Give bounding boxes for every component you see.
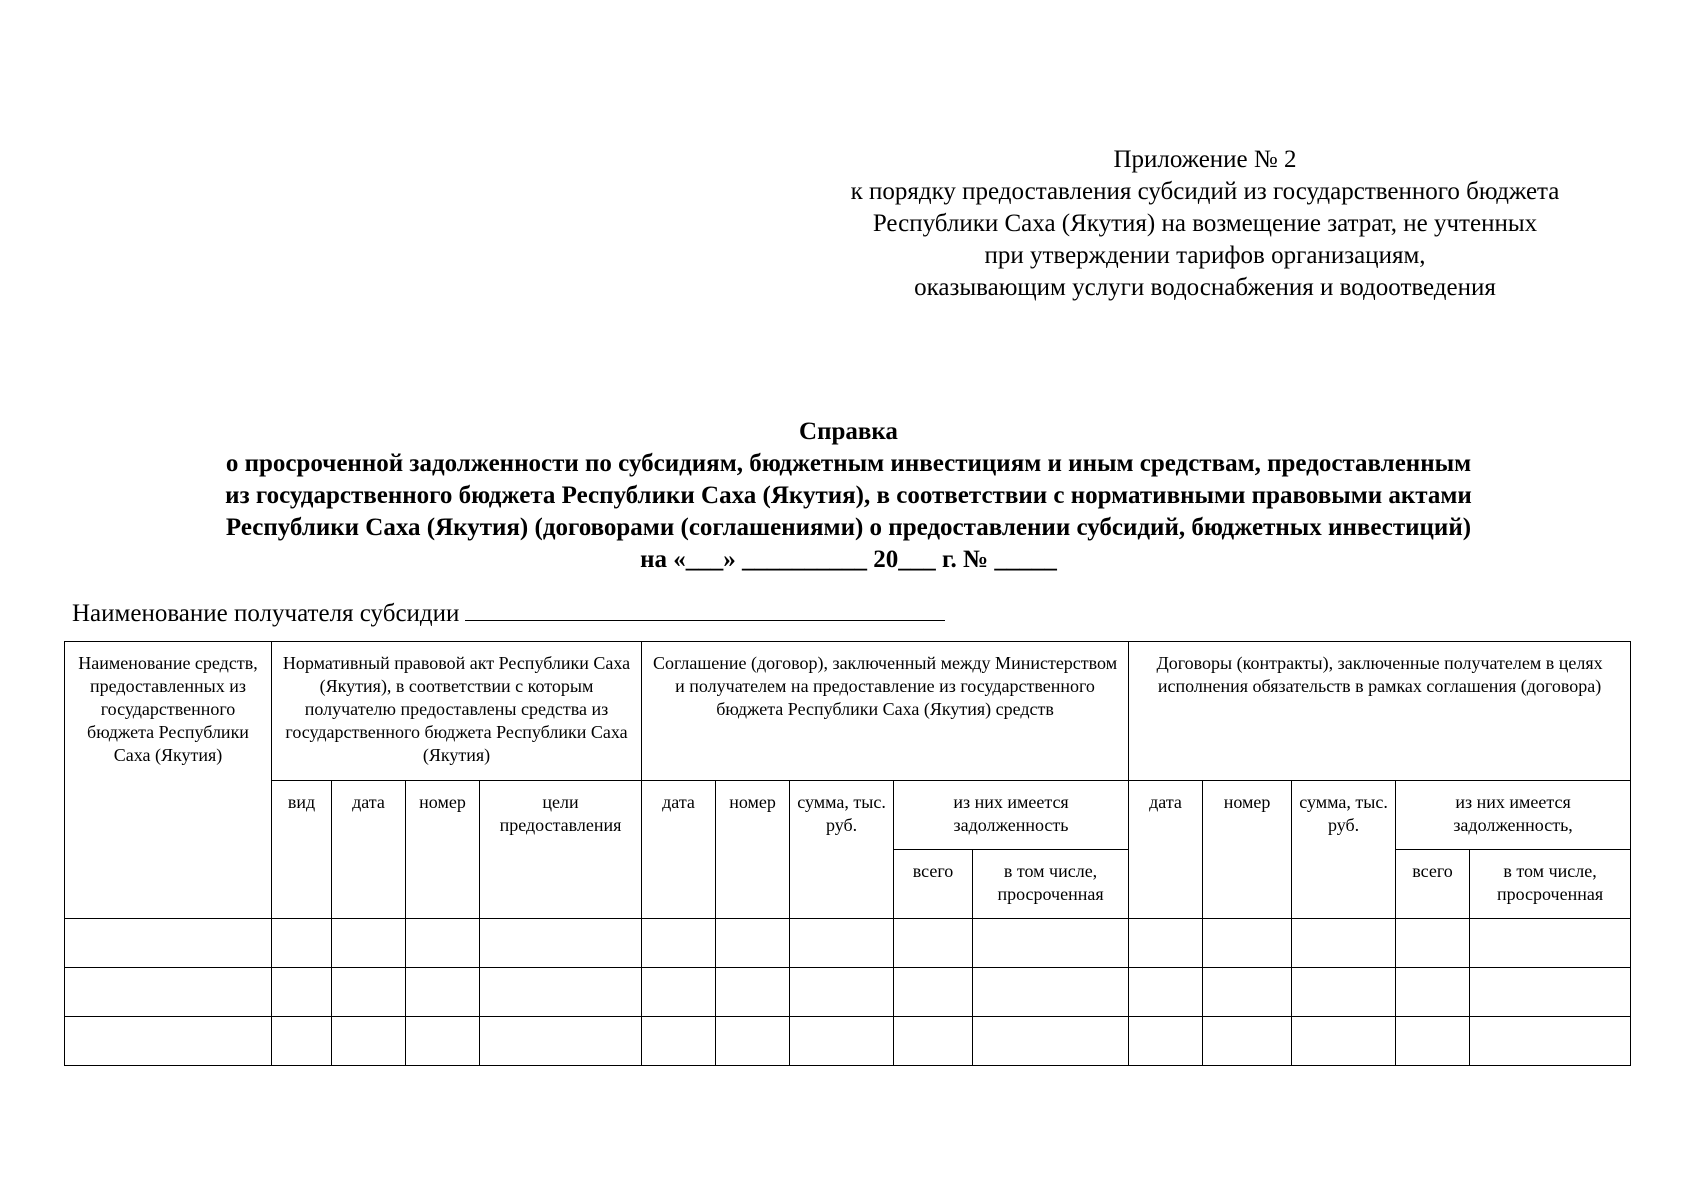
title-date-line: на «___» __________ 20___ г. № _____ (640, 546, 1057, 573)
table-cell[interactable] (1396, 919, 1470, 968)
header-contract-sum: сумма, тыс. руб. (1292, 781, 1396, 919)
table-cell[interactable] (272, 1017, 332, 1066)
table-cell[interactable] (1396, 1017, 1470, 1066)
header-contract-number: номер (1203, 781, 1292, 919)
table-cell[interactable] (406, 968, 480, 1017)
header-agreement-date: дата (642, 781, 716, 919)
table-cell[interactable] (894, 919, 973, 968)
header-contract-debt-overdue: в том числе, просроченная (1470, 850, 1631, 919)
header-funds-name: Наименование средств, предоставленных из государственного бюджета Республики Саха (Якутия) (65, 642, 272, 919)
table-cell[interactable] (642, 919, 716, 968)
table-cell[interactable] (480, 919, 642, 968)
header-agreement-debt-overdue: в том числе, просроченная (973, 850, 1129, 919)
table-cell[interactable] (790, 968, 894, 1017)
header-act-type: вид (272, 781, 332, 919)
appendix-reference-line: при утверждении тарифов организациям, (984, 242, 1426, 269)
table-cell[interactable] (480, 968, 642, 1017)
header-contract-date: дата (1129, 781, 1203, 919)
recipient-label: Наименование получателя субсидии (72, 600, 460, 627)
table-cell[interactable] (642, 1017, 716, 1066)
header-contract-debt: из них имеется задолженность, (1396, 781, 1631, 850)
recipient-field (72, 598, 945, 630)
table-cell[interactable] (1203, 968, 1292, 1017)
table-cell[interactable] (332, 968, 406, 1017)
table-cell[interactable] (790, 919, 894, 968)
table-cell[interactable] (1203, 919, 1292, 968)
debt-table (64, 641, 1631, 1066)
table-cell[interactable] (716, 1017, 790, 1066)
table-cell[interactable] (642, 968, 716, 1017)
table-header-row (65, 781, 1631, 850)
header-legal-act: Нормативный правовой акт Республики Саха (Якутия), в соответствии с которым получателю предоставлены средства из государственного бюджета Республики Саха (Якутия) (272, 642, 642, 781)
table-row (65, 919, 1631, 968)
appendix-number: Приложение № 2 (1113, 146, 1297, 173)
table-body (65, 919, 1631, 1066)
header-act-date: дата (332, 781, 406, 919)
header-agreement: Соглашение (договор), заключенный между Министерством и получателем на предоставление из государственного бюджета Республики Саха (Якутия) средств (642, 642, 1129, 781)
table-cell[interactable] (1129, 919, 1203, 968)
table-row (65, 1017, 1631, 1066)
table-cell[interactable] (1292, 1017, 1396, 1066)
table-cell[interactable] (65, 968, 272, 1017)
header-contracts: Договоры (контракты), заключенные получателем в целях исполнения обязательств в рамках соглашения (договора) (1129, 642, 1631, 781)
appendix-reference-line: оказывающим услуги водоснабжения и водоотведения (914, 274, 1496, 301)
header-agreement-sum: сумма, тыс. руб. (790, 781, 894, 919)
table-cell[interactable] (65, 1017, 272, 1066)
table-cell[interactable] (1396, 968, 1470, 1017)
title-line: Республики Саха (Якутия) (договорами (соглашениями) о предоставлении субсидий, бюджетных инвестиций) (225, 514, 1472, 541)
table-row (65, 968, 1631, 1017)
title-line: из государственного бюджета Республики Саха (Якутия), в соответствии с нормативными правовыми актами (225, 482, 1472, 509)
table-cell[interactable] (1203, 1017, 1292, 1066)
document-title (60, 416, 1637, 576)
table-cell[interactable] (406, 1017, 480, 1066)
recipient-blank-line[interactable] (465, 598, 945, 621)
appendix-reference-line: Республики Саха (Якутия) на возмещение затрат, не учтенных (872, 210, 1538, 237)
header-agreement-debt-total: всего (894, 850, 973, 919)
table-cell[interactable] (1470, 1017, 1631, 1066)
header-agreement-debt: из них имеется задолженность (894, 781, 1129, 850)
table-cell[interactable] (973, 1017, 1129, 1066)
table-cell[interactable] (1470, 919, 1631, 968)
header-act-purpose: цели предоставления (480, 781, 642, 919)
table-cell[interactable] (272, 968, 332, 1017)
table-cell[interactable] (716, 919, 790, 968)
table-cell[interactable] (65, 919, 272, 968)
appendix-reference-line: к порядку предоставления субсидий из государственного бюджета (850, 178, 1560, 205)
table-cell[interactable] (332, 919, 406, 968)
table-cell[interactable] (973, 919, 1129, 968)
table-cell[interactable] (716, 968, 790, 1017)
table-cell[interactable] (1292, 919, 1396, 968)
table-cell[interactable] (1129, 1017, 1203, 1066)
table-cell[interactable] (894, 1017, 973, 1066)
title-heading: Справка (799, 418, 898, 445)
table-cell[interactable] (973, 968, 1129, 1017)
appendix-header (780, 144, 1630, 304)
table-cell[interactable] (480, 1017, 642, 1066)
table-cell[interactable] (790, 1017, 894, 1066)
title-line: о просроченной задолженности по субсидиям, бюджетным инвестициям и иным средствам, предоставленным (225, 450, 1472, 477)
header-contract-debt-total: всего (1396, 850, 1470, 919)
table-header-row (65, 642, 1631, 781)
table-cell[interactable] (1292, 968, 1396, 1017)
table-cell[interactable] (1470, 968, 1631, 1017)
table-cell[interactable] (406, 919, 480, 968)
table-cell[interactable] (272, 919, 332, 968)
header-act-number: номер (406, 781, 480, 919)
table-cell[interactable] (894, 968, 973, 1017)
table-cell[interactable] (332, 1017, 406, 1066)
table-cell[interactable] (1129, 968, 1203, 1017)
header-agreement-number: номер (716, 781, 790, 919)
